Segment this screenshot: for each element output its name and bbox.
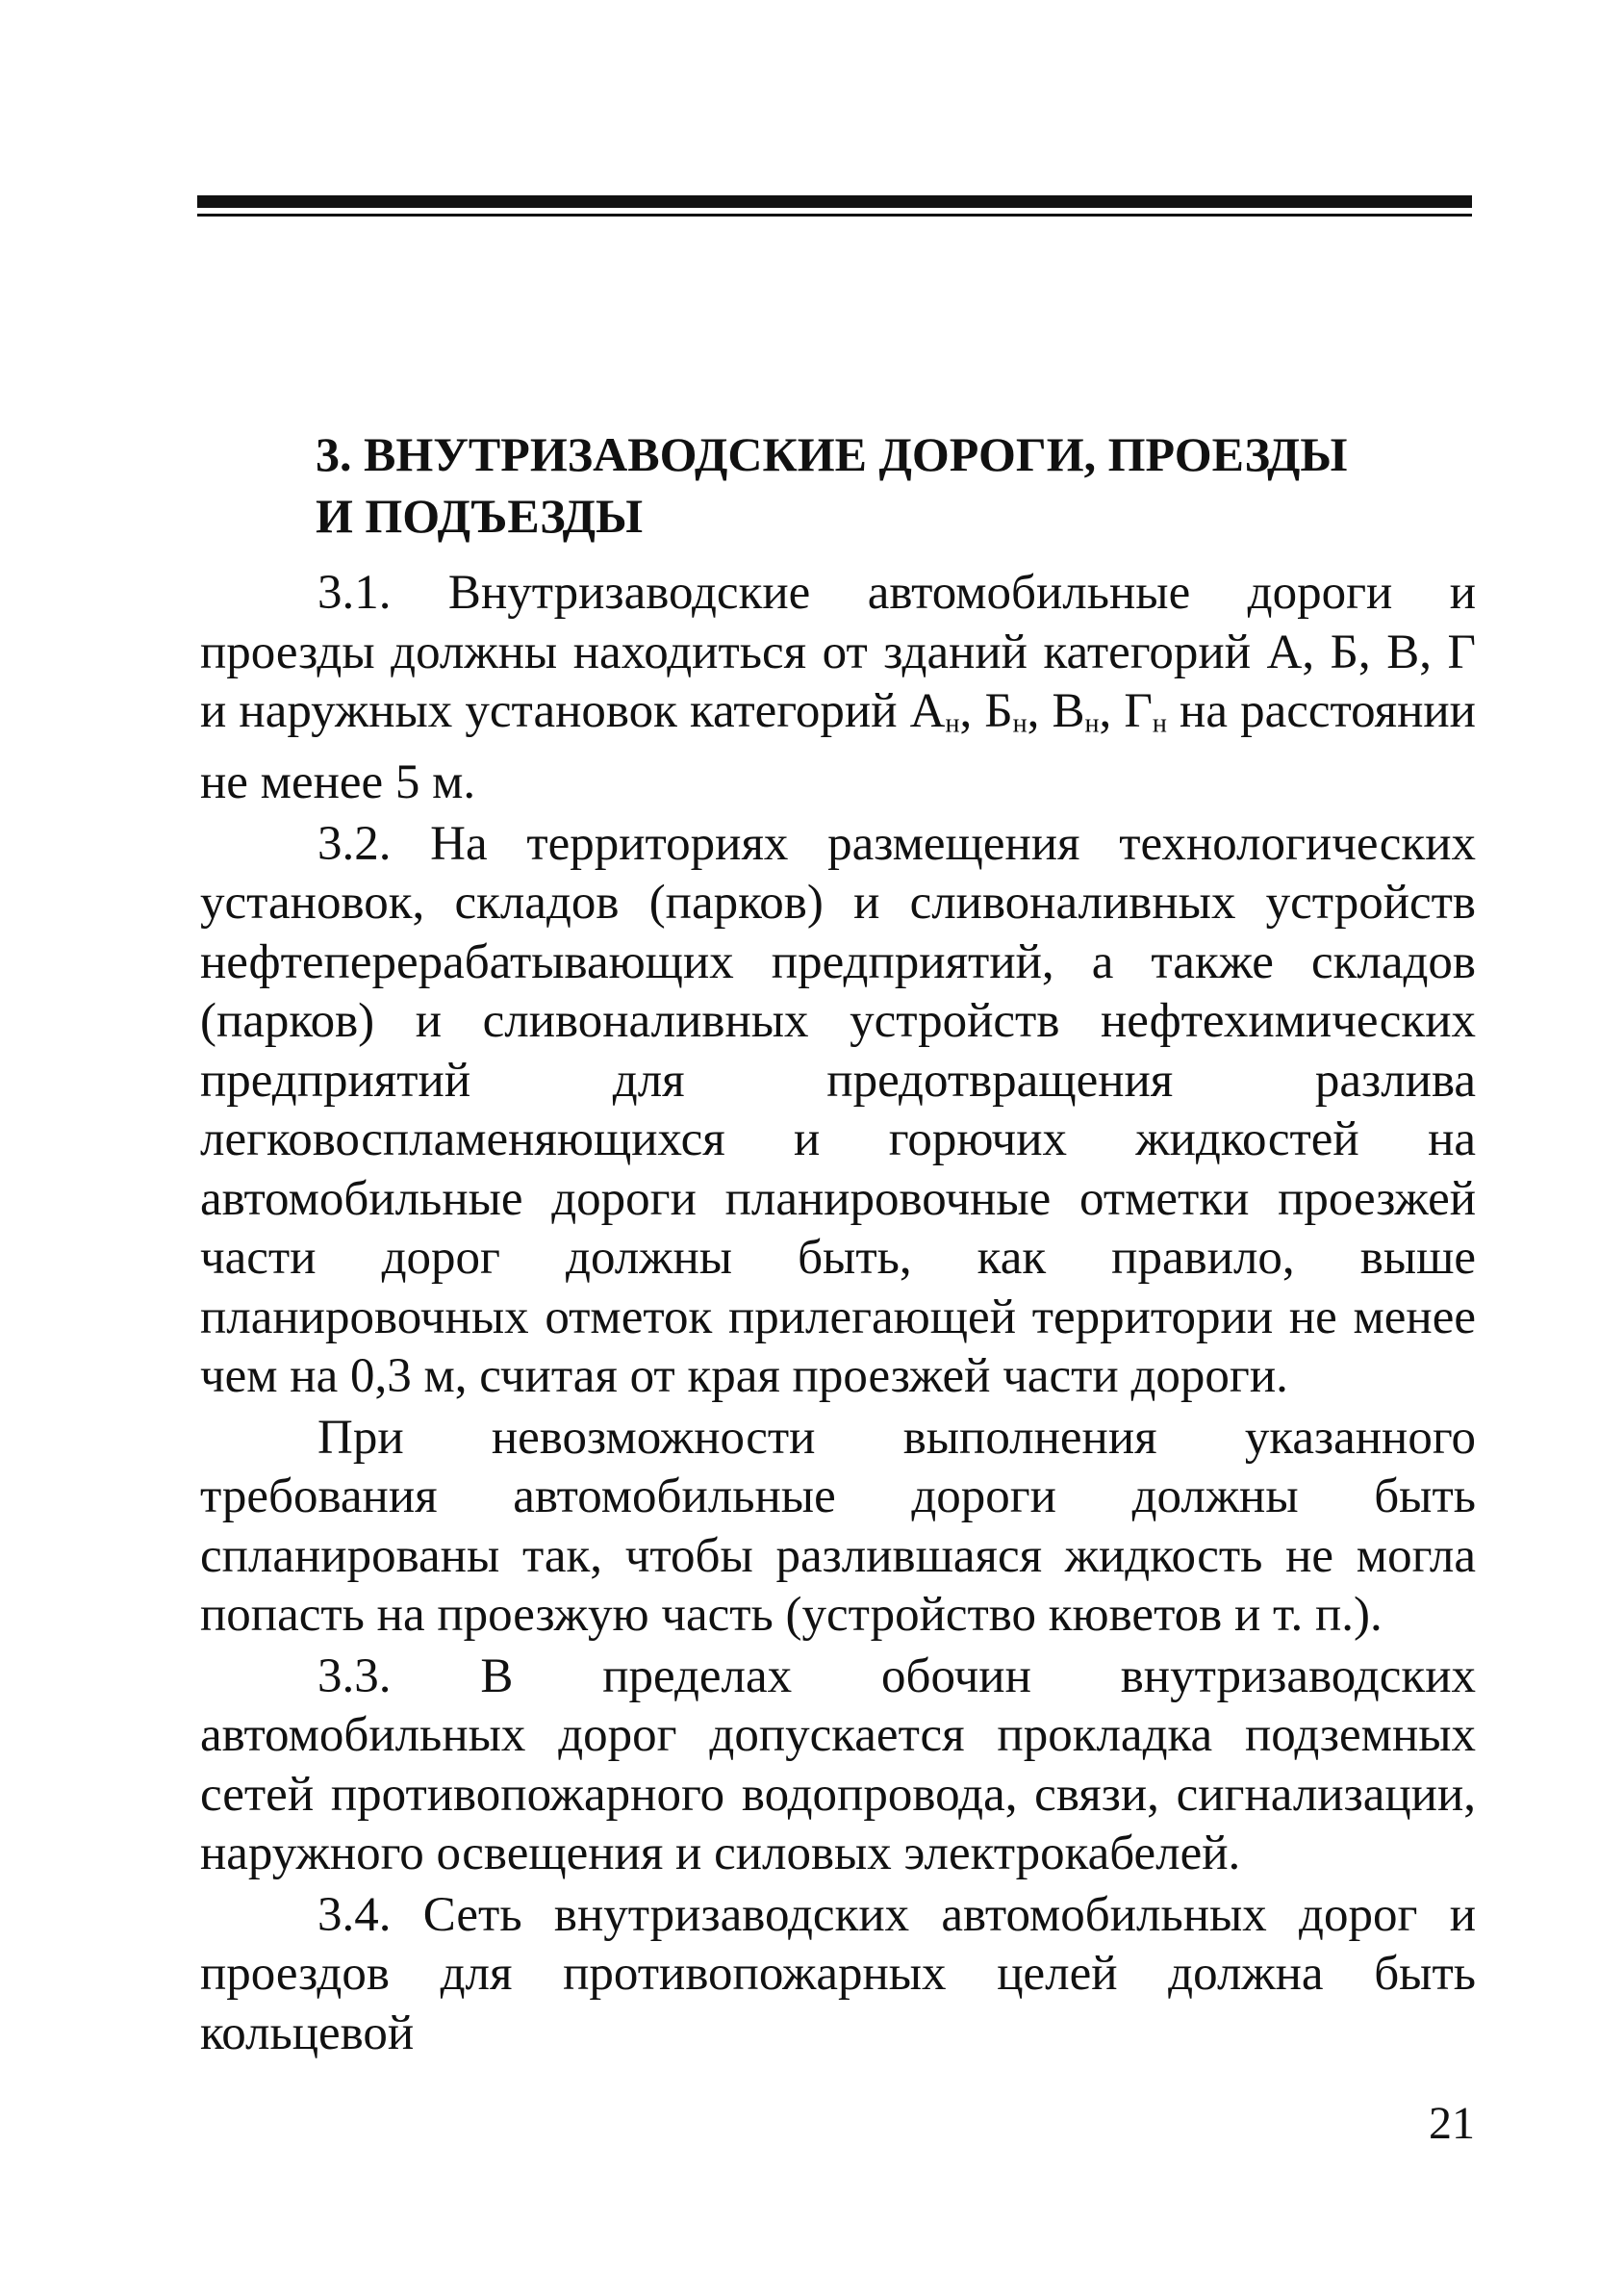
paragraph-3-1-text-start: 3.1. Внутризаводские автомобильные дороги и проезды должны находиться от зданий категорий А, Б, В, Г и наружных установок категорий А — [200, 566, 1476, 738]
paragraph-3-2-continued: При невозможности выполнения указанного требования автомобильные дороги должны быть спланированы так, чтобы разлившаяся жидкость не могла попасть на проезжую часть (устройство кюветов и т. п.). — [200, 1410, 1476, 1643]
category-b-text: , Б — [959, 684, 1013, 738]
subscript-g: н — [1152, 708, 1167, 739]
paragraph-3-2: 3.2. На территориях размещения технологических установок, складов (парков) и сливоналивных устройств нефтеперерабатывающих предприятий, а также складов (парков) и сливоналивных устройств нефтехимических предприятий для предотвращения разлива легковоспламеняющихся и горючих жидкостей на автомобильные дороги планировочные отметки проезжей части дорог должны быть, как правило, выше планировочных отметок прилегающей территории не менее чем на 0,3 м, считая от края проезжей части дороги. — [200, 816, 1476, 1404]
subscript-a: н — [945, 708, 960, 739]
header-rule-thick — [197, 195, 1472, 208]
paragraph-3-3: 3.3. В пределах обочин внутризаводских автомобильных дорог допускается прокладка подземных сетей противопожарного водопровода, связи, сигнализации, наружного освещения и силовых электрокабелей. — [200, 1648, 1476, 1881]
section-heading-line-2: И ПОДЪЕЗДЫ — [316, 489, 644, 543]
category-g-text: , Г — [1099, 684, 1153, 738]
subscript-v: н — [1084, 708, 1100, 739]
header-rule-thin — [197, 214, 1472, 217]
page-number: 21 — [1429, 2098, 1475, 2149]
paragraph-3-1-text-end: на расстоянии не менее 5 м. — [200, 684, 1476, 810]
paragraph-3-1 — [200, 564, 1476, 813]
category-v-text: , В — [1027, 684, 1085, 738]
paragraph-3-4: 3.4. Сеть внутризаводских автомобильных дорог и проездов для противопожарных целей должна быть кольцевой — [200, 1887, 1476, 2060]
section-heading — [316, 423, 1476, 547]
section-heading-line-1: 3. ВНУТРИЗАВОДСКИЕ ДОРОГИ, ПРОЕЗДЫ — [316, 427, 1348, 481]
page-body — [200, 423, 1476, 2063]
subscript-b: н — [1012, 708, 1028, 739]
